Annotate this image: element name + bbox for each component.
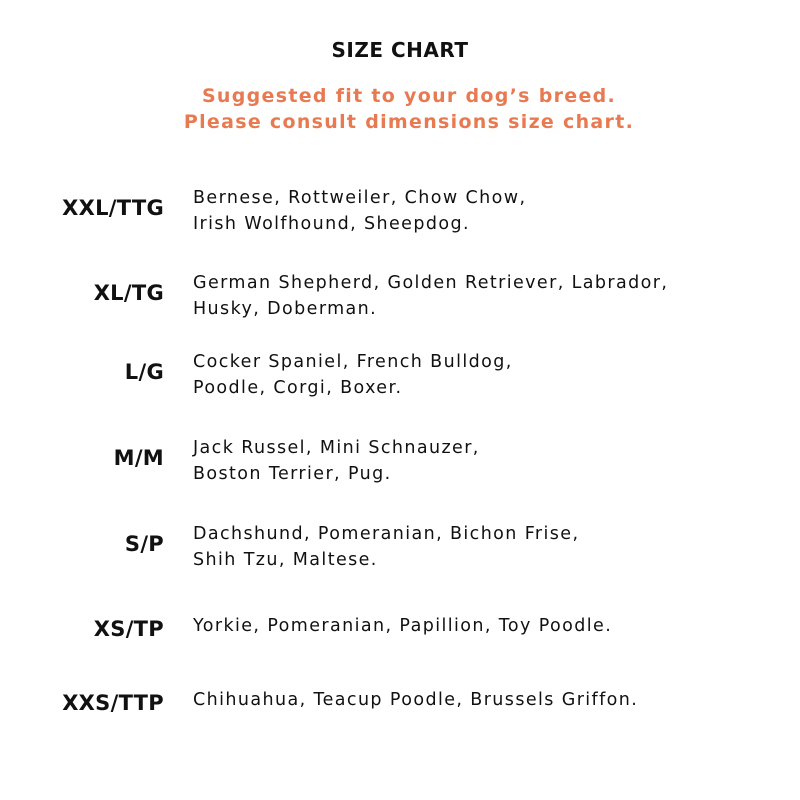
breed-line: Bernese, Rottweiler, Chow Chow, <box>193 188 527 208</box>
breed-line: Dachshund, Pomeranian, Bichon Frise, <box>193 524 580 544</box>
size-label: L/G <box>124 360 164 384</box>
breed-list <box>193 521 793 573</box>
size-label: XS/TP <box>93 617 164 641</box>
subtitle-line: Suggested fit to your dog’s breed. <box>201 85 617 107</box>
breed-line: Poodle, Corgi, Boxer. <box>193 378 403 398</box>
breed-line: Jack Russel, Mini Schnauzer, <box>193 438 480 458</box>
breed-list <box>193 349 793 401</box>
size-label: XL/TG <box>93 281 164 305</box>
breed-line: Husky, Doberman. <box>193 299 378 319</box>
breed-list <box>193 435 793 487</box>
breed-line: Yorkie, Pomeranian, Papillion, Toy Poodle. <box>193 616 613 636</box>
subtitle-line: Please consult dimensions size chart. <box>183 111 635 133</box>
breed-line: Shih Tzu, Maltese. <box>193 550 378 570</box>
size-label: M/M <box>113 446 164 470</box>
breed-line: German Shepherd, Golden Retriever, Labrador, <box>193 273 669 293</box>
breed-line: Boston Terrier, Pug. <box>193 464 392 484</box>
breed-line: Cocker Spaniel, French Bulldog, <box>193 352 513 372</box>
breed-line: Chihuahua, Teacup Poodle, Brussels Griffon. <box>193 690 639 710</box>
page-title: SIZE CHART <box>331 38 469 62</box>
breed-list <box>193 687 793 713</box>
breed-list <box>193 270 793 322</box>
breed-list <box>193 185 793 237</box>
breed-line: Irish Wolfhound, Sheepdog. <box>193 214 470 234</box>
breed-list <box>193 613 793 639</box>
page-subtitle <box>0 83 800 135</box>
size-label: S/P <box>124 532 164 556</box>
size-label: XXL/TTG <box>62 196 164 220</box>
size-label: XXS/TTP <box>62 691 164 715</box>
